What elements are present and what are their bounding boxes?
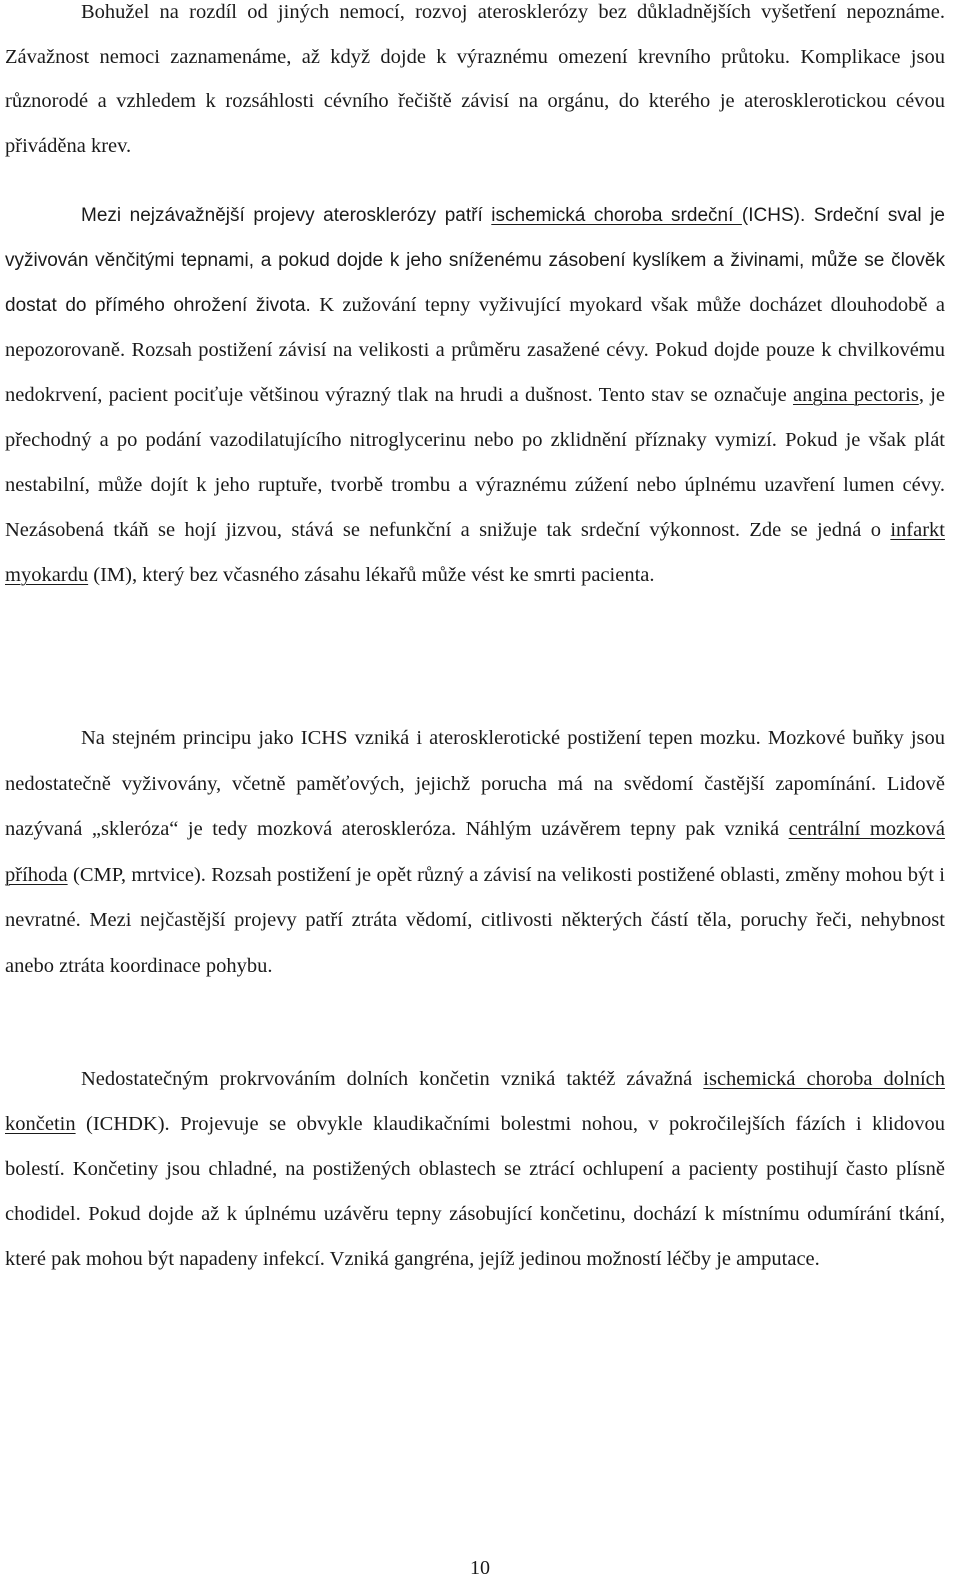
paragraph-text: (IM), který bez včasného zásahu lékařů může vést ke smrti pacienta. — [88, 564, 655, 586]
term-angina-pectoris: angina pectoris — [793, 384, 919, 406]
paragraph-ichdk — [5, 1057, 945, 1282]
page-number: 10 — [470, 1557, 490, 1579]
paragraph-text: Mezi nejzávažnější projevy aterosklerózy patří — [81, 205, 492, 226]
term-centralni-mozkova-prihoda: centrální mozková příhoda — [5, 818, 946, 886]
paragraph-text: (CMP, mrtvice). Rozsah postižení je opět různý a závisí na velikosti postižené oblasti, změny mohou být i nevratné. Mezi nejčastější projevy patří ztráta vědomí, citlivosti některých částí těla, poruchy řeči, nehybnost anebo ztráta koordinace pohybu. — [5, 863, 945, 977]
paragraph-text: K zužování tepny vyživující myokard však může docházet dlouhodobě a nepozorovaně. Rozsah postižení závisí na velikosti a průměru zasažené cévy. Pokud dojde pouze k chvilkovému nedokrvení, pacient pociťuje většinou výrazný tlak na hrudi a dušnost. Tento stav se označuje — [5, 294, 946, 406]
paragraph-atherosclerosis-diagnosis — [5, 0, 945, 168]
paragraph-text: (ICHDK). Projevuje se obvykle klaudikačními bolestmi nohou, v pokročilejších fázích i klidovou bolestí. Končetiny jsou chladné, na postižených oblastech se ztrácí ochlupení a pacienty postihují často plísně chodidel. Pokud dojde až k úplnému uzávěru tepny zásobující končetinu, dochází k místnímu odumírání tkání, které pak mohou být napadeny infekcí. Vzniká gangréna, jejíž jedinou možností léčby je amputace. — [5, 1113, 945, 1270]
paragraph-text: Nedostatečným prokrvováním dolních končetin vzniká taktéž závažná — [81, 1068, 704, 1090]
paragraph-ichs — [5, 193, 945, 598]
paragraph-text: Na stejném principu jako ICHS vzniká i aterosklerotické postižení tepen mozku. Mozkové buňky jsou nedostatečně vyživovány, včetně paměťových, jejichž porucha má na svědomí častější zapomínání. Lidově nazývaná „skleróza“ je tedy mozková ateroskleróza. Náhlým uzávěrem tepny pak vzniká — [5, 727, 945, 840]
paragraph-brain — [5, 716, 945, 989]
term-ischemicka-choroba-srdecni: ischemická choroba srdeční — [491, 205, 742, 226]
paragraph-text: , je přechodný a po podání vazodilatujícího nitroglycerinu nebo po zklidnění příznaky vymizí. Pokud je však plát nestabilní, může dojít k jeho ruptuře, tvorbě trombu a výraznému zúžení nebo úplnému uzavření lumen cévy. Nezásobená tkáň se hojí jizvou, stává se nefunkční a snižuje tak srdeční výkonnost. Zde se jedná o — [5, 384, 945, 541]
term-infarkt-myokardu: infarkt myokardu — [5, 519, 945, 586]
paragraph-text: (ICHS). — [741, 205, 806, 226]
term-ischemicka-choroba-dolnich-koncetin: ischemická choroba dolních končetin — [5, 1068, 945, 1135]
paragraph-text: Srdeční sval je vyživován věnčitými tepnami, a pokud dojde k jeho sníženému zásobení kyslíkem a živinami, může se člověk dostat do přímého ohrožení života. — [5, 205, 945, 316]
paragraph-text: Bohužel na rozdíl od jiných nemocí, rozvoj aterosklerózy bez důkladnějších vyšetření nepoznáme. Závažnost nemoci zaznamenáme, až když dojde k výraznému omezení krevního průtoku. Komplikace jsou různorodé a vzhledem k rozsáhlosti cévního řečiště závisí na orgánu, do kterého je aterosklerotickou cévou přiváděna krev. — [5, 1, 945, 157]
